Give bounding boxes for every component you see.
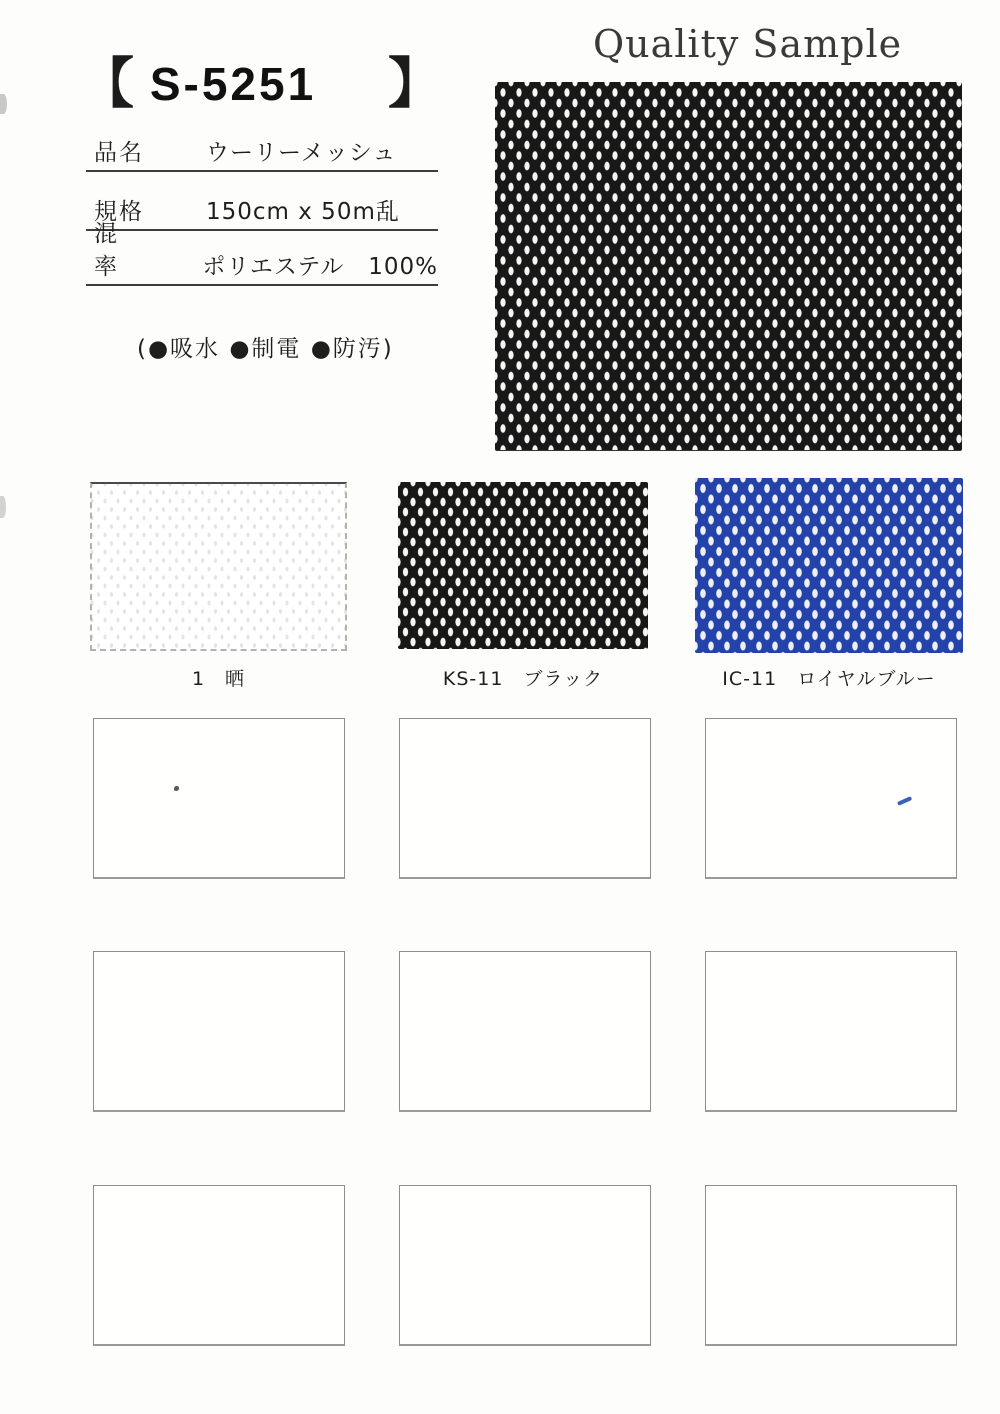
empty-swatch-box bbox=[705, 1185, 957, 1346]
product-code-header bbox=[80, 54, 442, 114]
empty-swatch-box bbox=[705, 718, 957, 879]
swatch-label-black: KS-11 ブラック bbox=[442, 668, 604, 690]
spec-row-composition bbox=[86, 221, 438, 286]
empty-swatch-box bbox=[705, 951, 957, 1112]
page-title: Quality Sample bbox=[593, 22, 903, 66]
main-fabric-swatch bbox=[495, 82, 962, 450]
feature-badges: (●吸水 ●制電 ●防汚) bbox=[137, 336, 394, 362]
swatch-label-royal-blue: IC-11 ロイヤルブルー bbox=[722, 668, 936, 690]
swatch-bleached bbox=[90, 482, 347, 651]
spec-label: 品名 bbox=[94, 140, 144, 166]
empty-swatch-box bbox=[399, 718, 651, 879]
swatch-royal-blue bbox=[695, 478, 963, 653]
spec-row-product-name bbox=[86, 138, 438, 172]
swatch-black bbox=[398, 482, 648, 649]
spec-label: 規格 bbox=[94, 199, 144, 225]
spec-label: 混率 bbox=[94, 221, 119, 280]
scan-edge-artifact bbox=[0, 496, 6, 518]
open-bracket: 【 bbox=[80, 52, 134, 115]
empty-swatch-box bbox=[93, 1185, 345, 1346]
empty-swatch-box bbox=[93, 951, 345, 1112]
ink-speck bbox=[174, 786, 179, 791]
swatch-label-bleached: 1 晒 bbox=[191, 668, 246, 690]
spec-value: ウーリーメッシュ bbox=[206, 140, 397, 166]
empty-swatch-box bbox=[93, 718, 345, 879]
close-bracket: 】 bbox=[388, 52, 442, 115]
spec-value: ポリエステル 100% bbox=[202, 254, 438, 280]
scan-edge-artifact bbox=[0, 94, 7, 114]
product-code: S-5251 bbox=[149, 58, 317, 110]
spec-value: 150cm x 50m乱 bbox=[206, 199, 400, 225]
empty-swatch-box bbox=[399, 951, 651, 1112]
empty-swatch-box bbox=[399, 1185, 651, 1346]
